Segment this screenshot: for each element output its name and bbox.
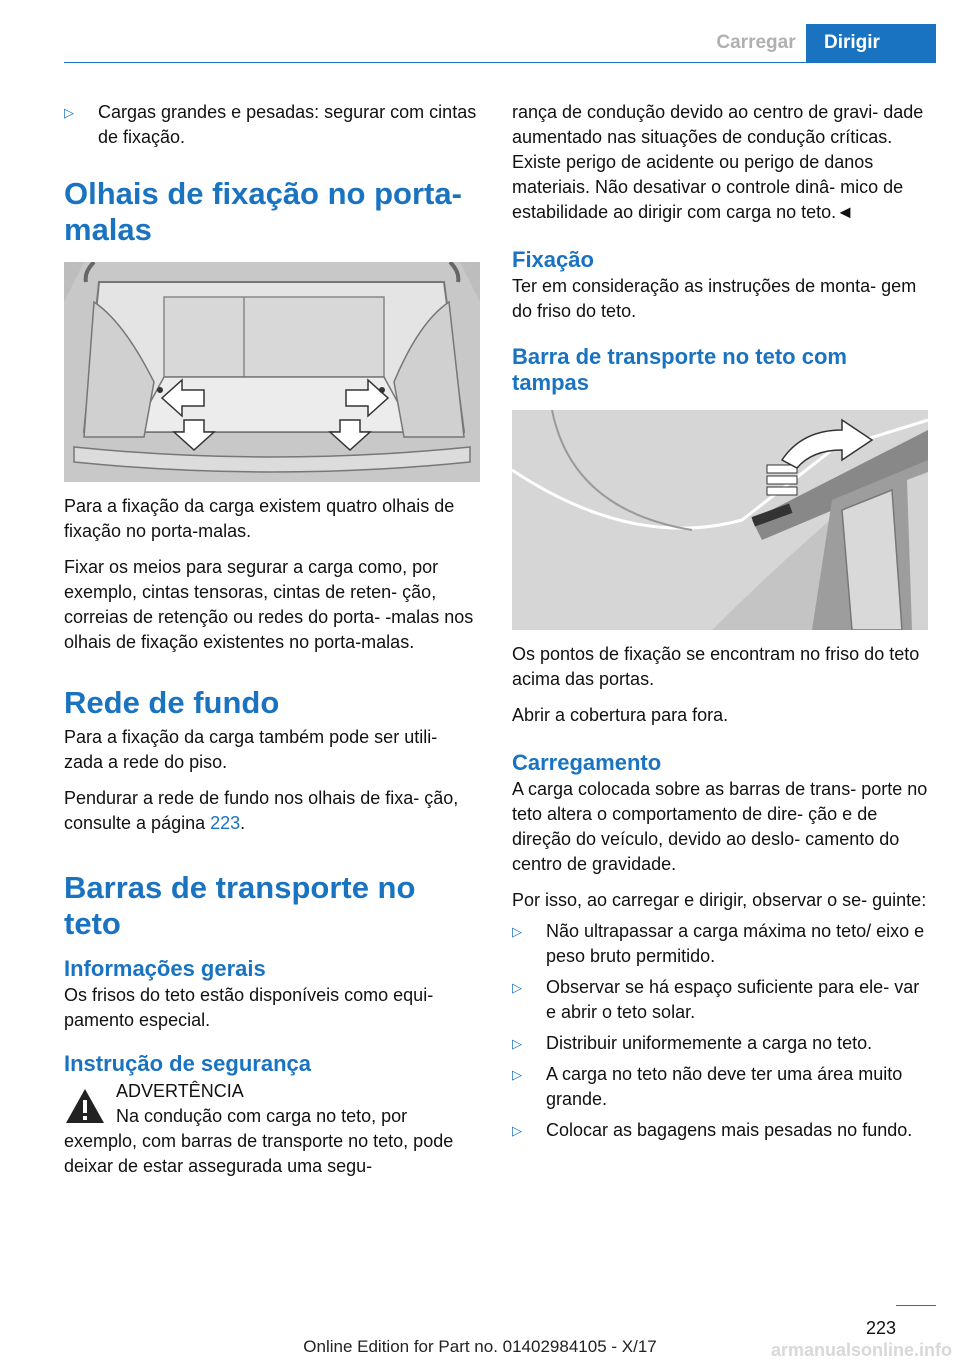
carregamento-list — [512, 919, 928, 1143]
triangle-bullet-icon: ▷ — [512, 924, 522, 939]
triangle-bullet-icon: ▷ — [512, 980, 522, 995]
header-rule — [64, 62, 936, 63]
paragraph: Para a fixação da carga existem quatro olhais de fixação no porta-malas. — [64, 496, 455, 541]
edition-line: Online Edition for Part no. 01402984105 - X/17 — [303, 1337, 657, 1356]
triangle-bullet-icon: ▷ — [512, 1036, 522, 1051]
list-item — [512, 1118, 928, 1143]
watermark: armanualsonline.info — [770, 1340, 952, 1360]
roof-rail-cover-detail — [767, 465, 797, 495]
list-item — [64, 100, 480, 150]
list-item-text: Colocar as bagagens mais pesadas no fundo. — [546, 1120, 913, 1140]
page-link[interactable]: 223 — [210, 813, 241, 833]
trunk-illustration — [64, 262, 480, 482]
paragraph — [64, 786, 480, 836]
triangle-bullet-icon: ▷ — [64, 105, 74, 120]
paragraph: A carga colocada sobre as barras de trans- porte no teto altera o comportamento de dire- ção e de direção do veículo, devido ao deslo- camento do centro de gravidade. — [512, 779, 928, 874]
list-item-text: Cargas grandes e pesadas: segurar com cintas de fixação. — [98, 102, 477, 147]
list-item — [512, 1031, 928, 1056]
paragraph: Abrir a cobertura para fora. — [512, 705, 729, 725]
subheading-barra-tampas: Barra de transporte no teto com tampas — [512, 344, 847, 395]
tab-dirigir[interactable]: Dirigir — [806, 24, 936, 62]
roof-illustration — [512, 410, 928, 630]
paragraph: Fixar os meios para segurar a carga como, por exemplo, cintas tensoras, cintas de reten- ção, correias de retenção ou redes do porta- -malas nos olhais de fixação existentes no porta-malas. — [64, 557, 474, 652]
page-number: 223 — [865, 1318, 896, 1338]
subheading-fixacao: Fixação — [512, 247, 594, 272]
paragraph-text: Pendurar a rede de fundo nos olhais de fixa- ção, consulte a página — [64, 788, 459, 833]
roof-figure — [512, 410, 928, 630]
paragraph-text: . — [240, 813, 246, 833]
list-item-text: A carga no teto não deve ter uma área muito grande. — [546, 1064, 903, 1109]
section-heading-olhais: Olhais de fixação no porta- malas — [64, 176, 462, 247]
triangle-bullet-icon: ▷ — [512, 1067, 522, 1082]
subheading-carregamento: Carregamento — [512, 750, 662, 775]
section-heading-rede: Rede de fundo — [64, 685, 280, 720]
list-item — [512, 1062, 928, 1112]
list-item-text: Não ultrapassar a carga máxima no teto/ eixo e peso bruto permitido. — [546, 921, 925, 966]
paragraph: Para a fixação da carga também pode ser utili- zada a rede do piso. — [64, 727, 438, 772]
triangle-bullet-icon: ▷ — [512, 1123, 522, 1138]
warning-triangle-icon — [64, 1087, 106, 1125]
section-heading-barras: Barras de transporte no teto — [64, 870, 416, 941]
paragraph: Os pontos de fixação se encontram no friso do teto acima das portas. — [512, 644, 920, 689]
chapter-tabs — [706, 24, 936, 62]
list-item — [512, 919, 928, 969]
list-item — [512, 975, 928, 1025]
paragraph: Os frisos do teto estão disponíveis como equi- pamento especial. — [64, 985, 434, 1030]
list-item-text: Observar se há espaço suficiente para ele- var e abrir o teto solar. — [546, 977, 920, 1022]
tab-carregar[interactable]: Carregar — [716, 32, 796, 53]
paragraph: Por isso, ao carregar e dirigir, observar o se- guinte: — [512, 890, 927, 910]
warning-block — [64, 1079, 480, 1179]
left-column — [64, 100, 480, 1179]
list-item-text: Distribuir uniformemente a carga no teto. — [546, 1033, 873, 1053]
paragraph: rança de condução devido ao centro de gravi- dade aumentado nas situações de condução críticas. Existe perigo de acidente ou perigo de danos materiais. Não desativar o controle dinâ- mico de estabilidade ao dirigir com carga no teto.◄ — [512, 102, 924, 222]
subheading-seguranca: Instrução de segurança — [64, 1051, 311, 1076]
subheading-info: Informações gerais — [64, 956, 266, 981]
paragraph: Ter em consideração as instruções de monta- gem do friso do teto. — [512, 276, 917, 321]
warning-title: ADVERTÊNCIA — [116, 1081, 244, 1101]
trunk-figure — [64, 262, 480, 482]
right-column — [512, 100, 928, 1149]
footer-rule — [896, 1305, 936, 1306]
warning-text: Na condução com carga no teto, por exemplo, com barras de transporte no teto, pode deixar de estar assegurada uma segu- — [64, 1106, 454, 1176]
